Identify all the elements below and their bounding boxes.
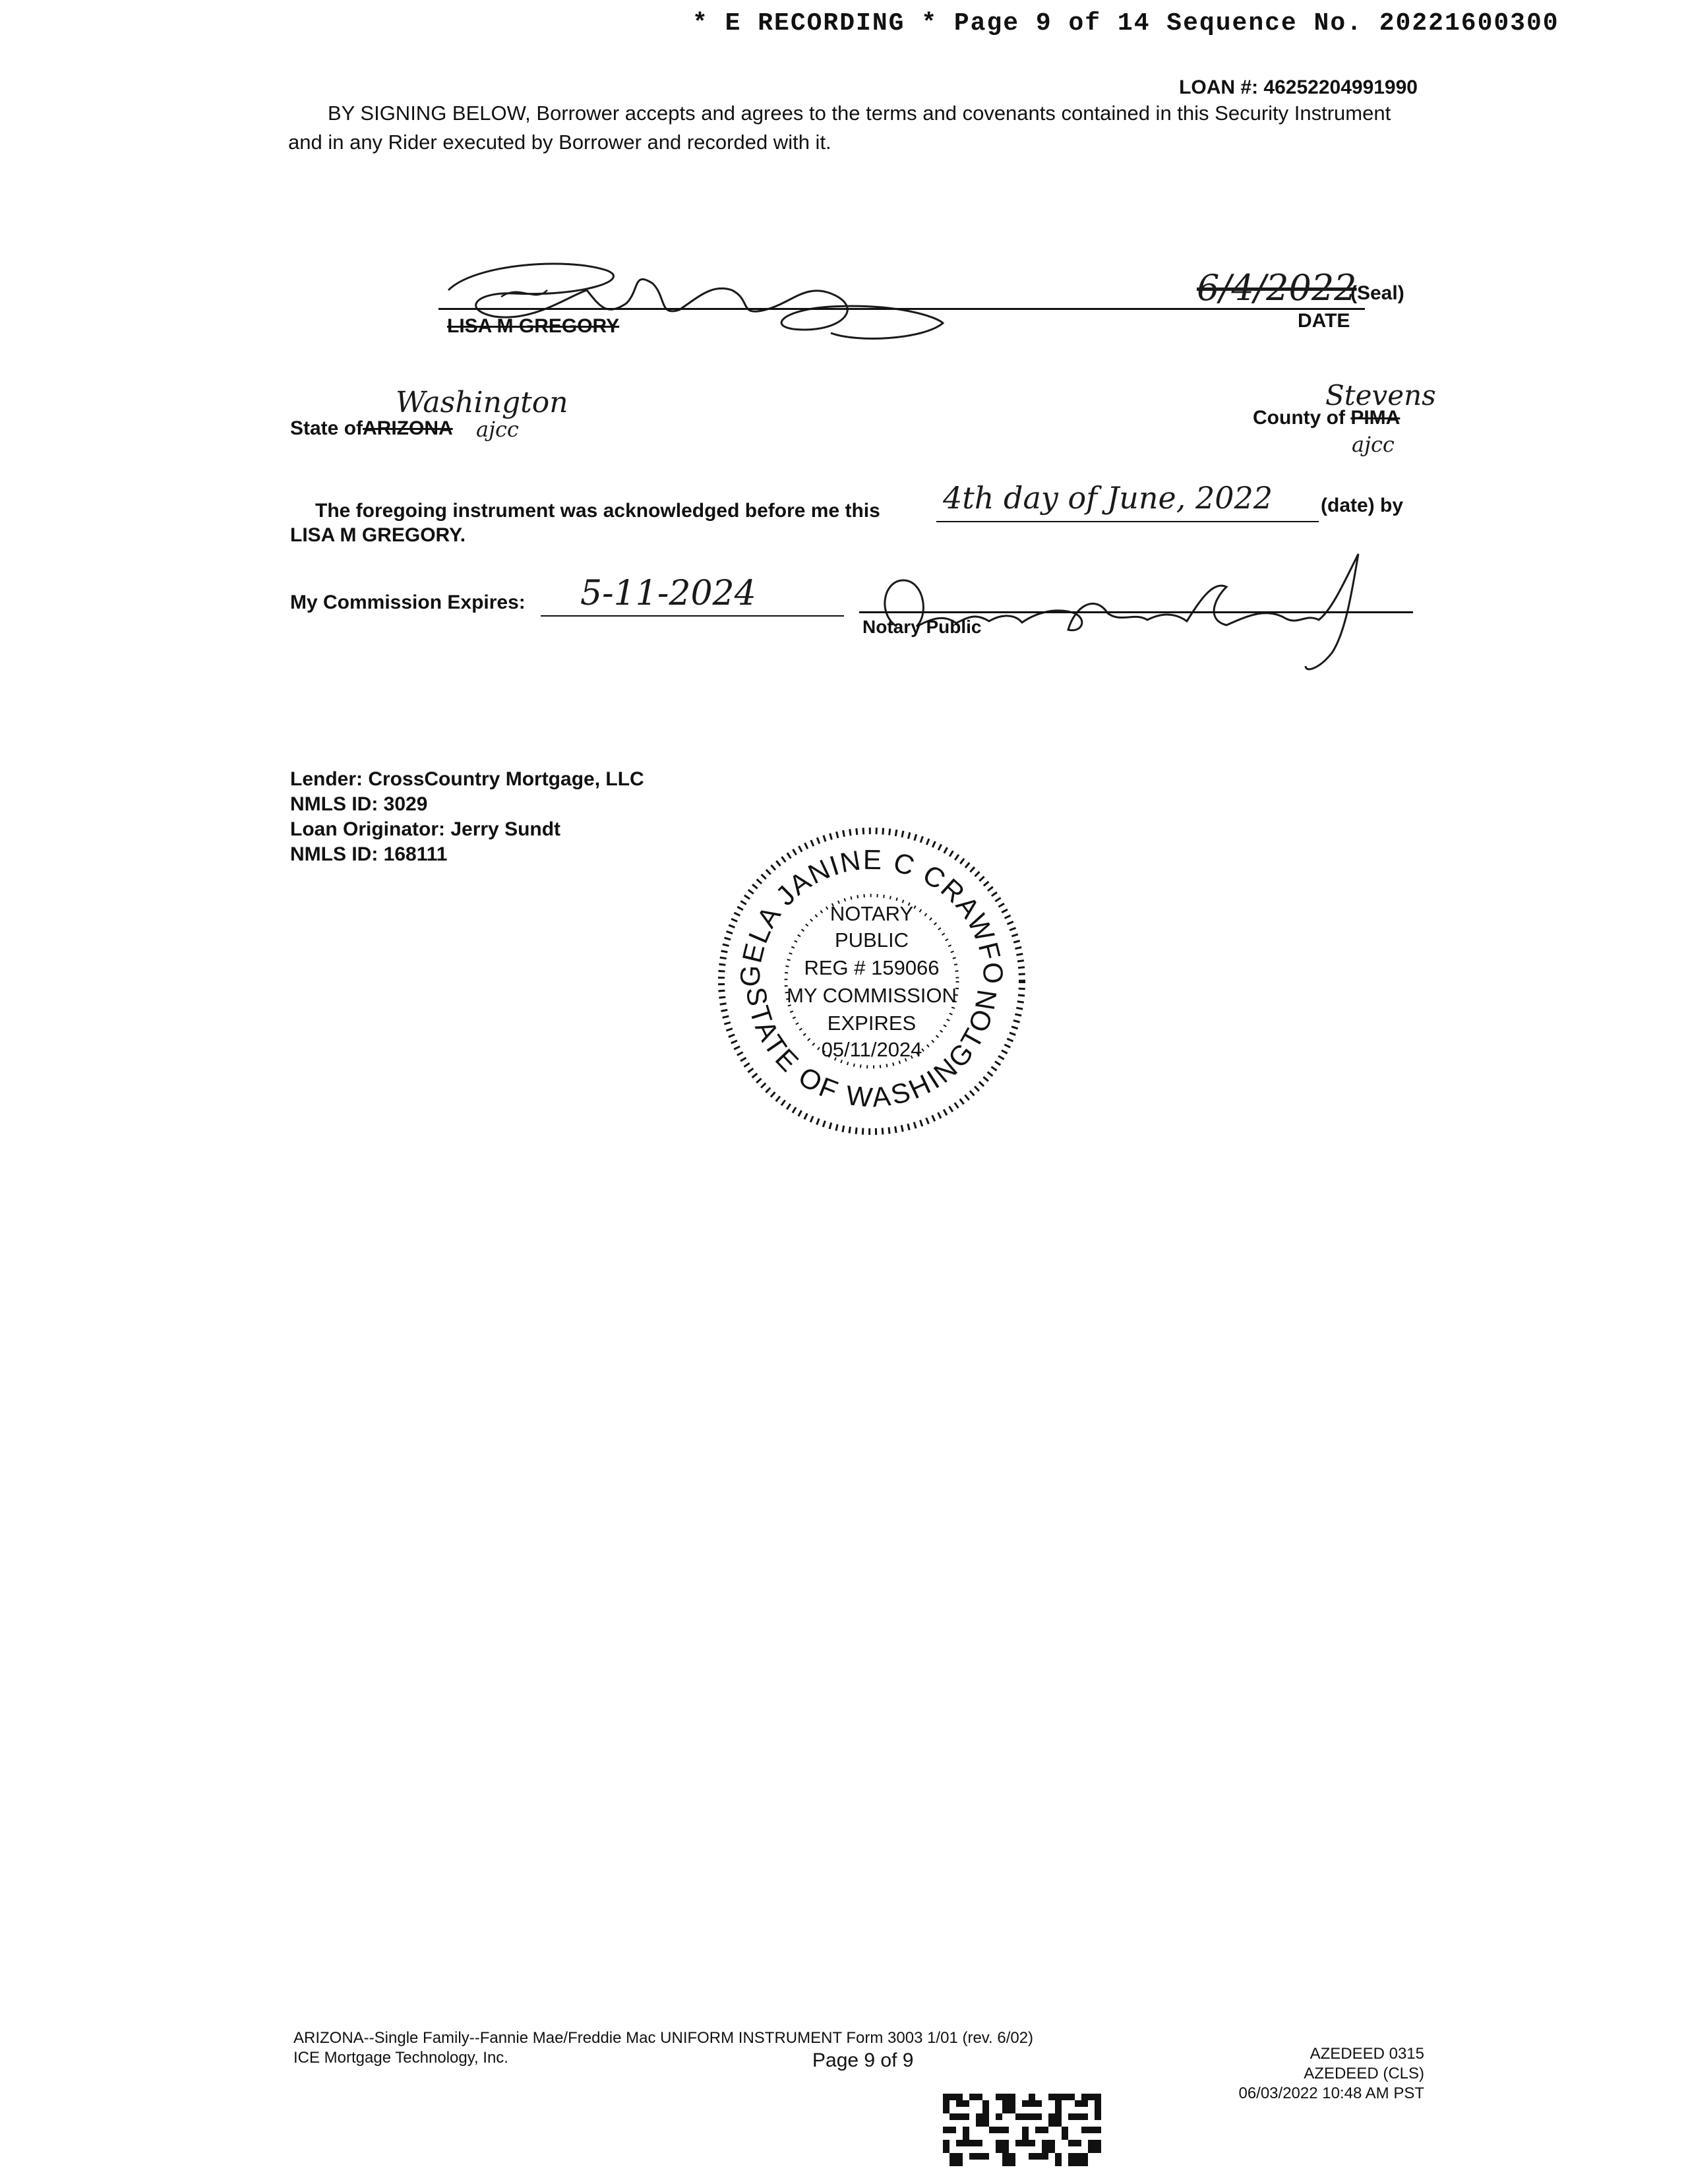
loan-label: LOAN #: <box>1179 76 1259 98</box>
notary-seal <box>702 798 1030 1139</box>
commission-label: My Commission Expires: <box>290 592 526 613</box>
county-printed: PIMA <box>1350 407 1401 429</box>
county-handwritten: Stevens <box>1325 379 1436 411</box>
seal-line-5: EXPIRES <box>827 1012 917 1035</box>
state-printed: ARIZONA <box>363 417 453 439</box>
intro-text: BY SIGNING BELOW, Borrower accepts and agrees to the terms and covenants contained in this Security Instrument and in any Rider executed by Borrower and recorded with it. <box>288 102 1391 154</box>
acknowledgment-date-handwritten: 4th day of June, 2022 <box>943 480 1273 516</box>
seal-line-3: REG # 159066 <box>804 956 940 979</box>
loan-number <box>1179 76 1418 99</box>
acknowledgment-date-suffix: (date) by <box>1321 495 1404 516</box>
notary-public-label: Notary Public <box>862 617 982 637</box>
acknowledgment-text: The foregoing instrument was acknowledged before me this <box>315 500 880 522</box>
state-initials: ajcc <box>476 417 519 442</box>
acknowledgment-date-line <box>936 521 1319 522</box>
footer-company: ICE Mortgage Technology, Inc. <box>293 2049 508 2067</box>
loan-value: 46252204991990 <box>1263 76 1418 98</box>
seal-label: (Seal) <box>1350 282 1404 304</box>
state-label: State of <box>290 417 363 439</box>
borrower-date-handwritten: 6/4/2022 <box>1197 267 1357 309</box>
originator-nmls: NMLS ID: 168111 <box>290 843 448 865</box>
state-handwritten: Washington <box>396 386 568 419</box>
county-initials: ajcc <box>1352 432 1395 457</box>
acknowledgment-name: LISA M GREGORY. <box>290 524 466 546</box>
seal-line-4: MY COMMISSION <box>787 984 957 1007</box>
loan-originator: Loan Originator: Jerry Sundt <box>290 818 561 840</box>
date-label: DATE <box>1298 310 1350 332</box>
footer-page-number: Page 9 of 9 <box>812 2049 914 2071</box>
lender-nmls: NMLS ID: 3029 <box>290 793 428 815</box>
seal-line-6: 05/11/2024 <box>821 1038 922 1061</box>
seal-line-2: PUBLIC <box>835 928 909 952</box>
footer-right <box>1238 2044 1424 2104</box>
intro-paragraph <box>288 99 1416 157</box>
lender-name: Lender: CrossCountry Mortgage, LLC <box>290 768 644 790</box>
footer-timestamp: 06/03/2022 10:48 AM PST <box>1238 2084 1424 2102</box>
footer-code-1: AZEDEED 0315 <box>1310 2045 1424 2063</box>
footer-left <box>293 2028 1033 2068</box>
lender-info <box>290 767 644 867</box>
notary-signature <box>857 541 1404 673</box>
borrower-name: LISA M GREGORY <box>447 315 620 337</box>
commission-date-line <box>541 615 844 617</box>
recording-header: * E RECORDING * Page 9 of 14 Sequence No. 20221600300 <box>692 9 1559 38</box>
seal-outer-bottom: STATE OF WASHINGTON <box>740 985 1004 1114</box>
seal-line-1: NOTARY <box>829 902 914 925</box>
document-barcode <box>943 2094 1101 2166</box>
county-line <box>1253 407 1400 429</box>
footer-code-2: AZEDEED (CLS) <box>1304 2065 1424 2082</box>
county-label: County of <box>1253 407 1345 429</box>
state-line <box>290 417 453 440</box>
notary-signature-line <box>859 611 1413 613</box>
footer-form-line: ARIZONA--Single Family--Fannie Mae/Freddie Mac UNIFORM INSTRUMENT Form 3003 1/01 (rev. 6/02) <box>293 2029 1034 2047</box>
seal-outer-top: ANGELA JANINE C CRAWFORD <box>702 798 1010 988</box>
commission-date-handwritten: 5-11-2024 <box>580 574 756 613</box>
